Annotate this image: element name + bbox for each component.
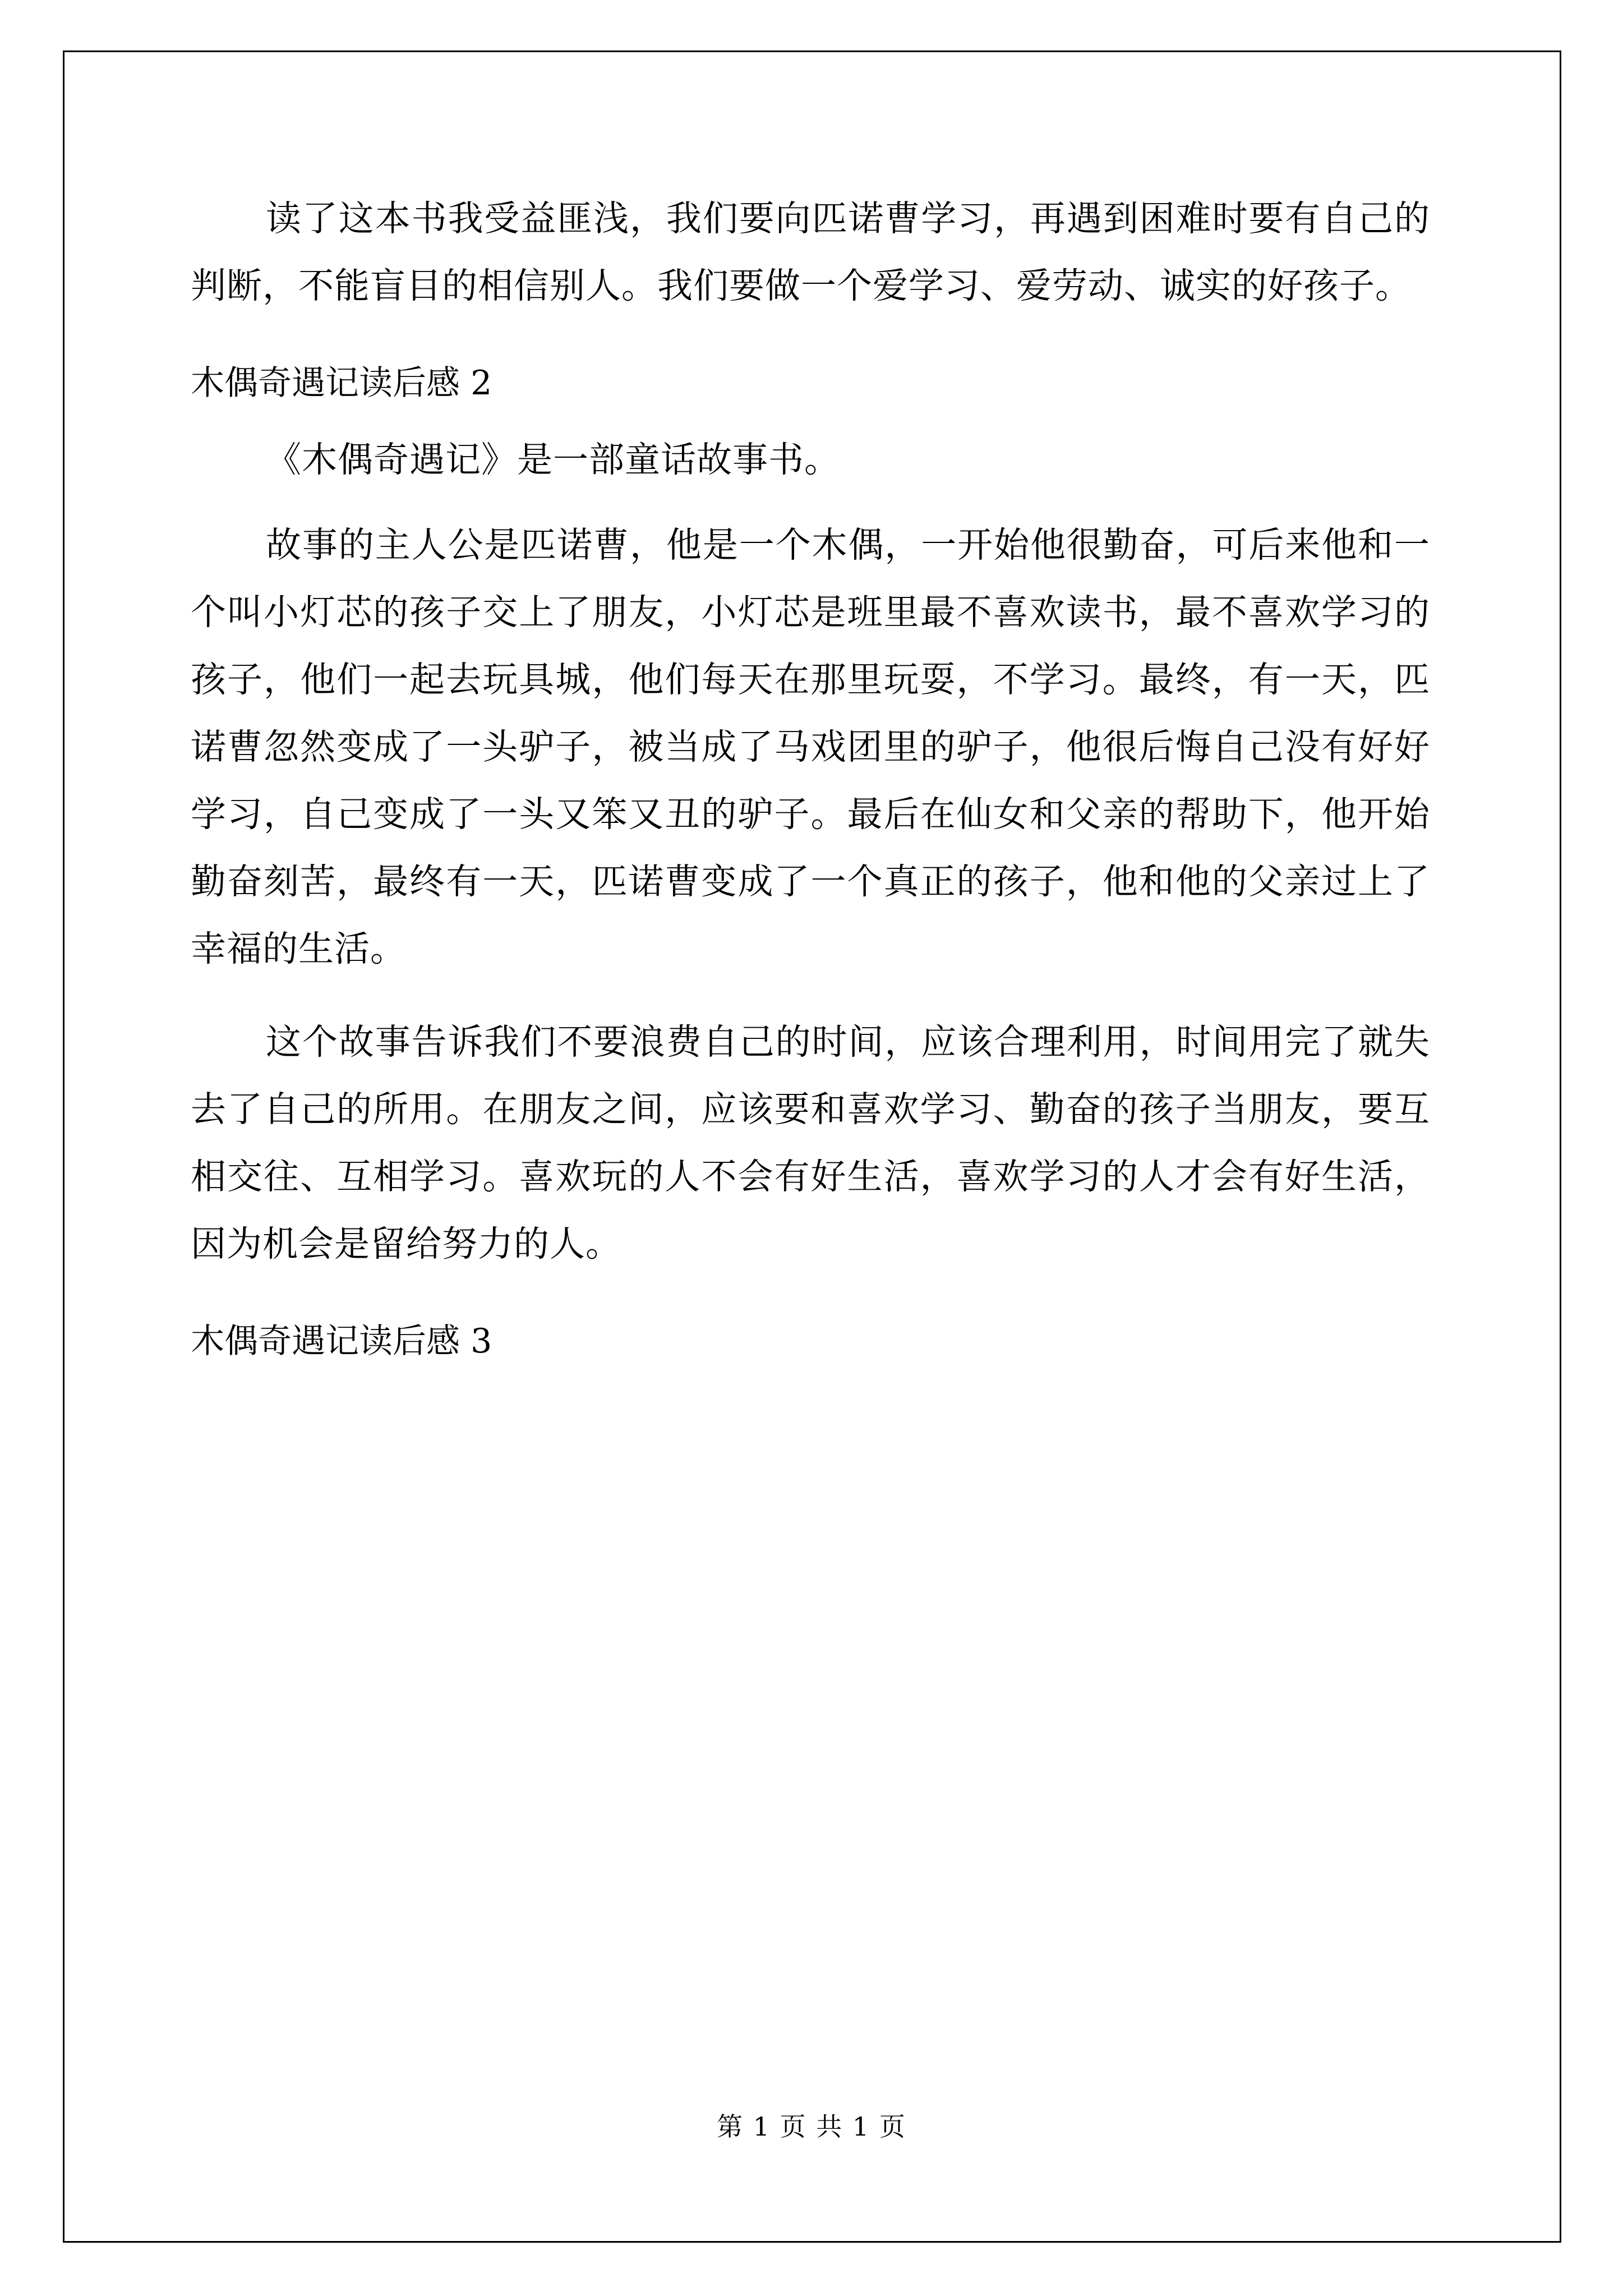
paragraph-2: 《木偶奇遇记》是一部童话故事书。 <box>266 439 840 480</box>
section-heading-2: 木偶奇遇记读后感 2 <box>191 364 492 403</box>
paragraph-spacer <box>191 497 1430 512</box>
paragraph-4: 这个故事告诉我们不要浪费自己的时间，应该合理利用，时间用完了就失去了自己的所用。在朋友之间，应该要和喜欢学习、勤奋的孩子当朋友，要互相交往、互相学习。喜欢玩的人不会有好生活，喜欢学习的人才会有好生活，因为机会是留给努力的人。 <box>191 1022 1430 1264</box>
paragraph-spacer <box>191 323 1430 338</box>
document-content <box>191 185 1430 1384</box>
paragraph-spacer <box>191 986 1430 1009</box>
paragraph-3: 故事的主人公是匹诺曹，他是一个木偶，一开始他很勤奋，可后来他和一个叫小灯芯的孩子交上了朋友，小灯芯是班里最不喜欢读书，最不喜欢学习的孩子，他们一起去玩具城，他们每天在那里玩耍，不学习。最终，有一天，匹诺曹忽然变成了一头驴子，被当成了马戏团里的驴子，他很后悔自己没有好好学习，自己变成了一头又笨又丑的驴子。最后在仙女和父亲的帮助下，他开始勤奋刻苦，最终有一天，匹诺曹变成了一个真正的孩子，他和他的父亲过上了幸福的生活。 <box>191 524 1430 969</box>
paragraph-1: 读了这本书我受益匪浅，我们要向匹诺曹学习，再遇到困难时要有自己的判断，不能盲目的相信别人。我们要做一个爱学习、爱劳动、诚实的好孩子。 <box>191 198 1430 306</box>
page-footer: 第 1 页 共 1 页 <box>717 2111 906 2142</box>
paragraph-spacer <box>191 1281 1430 1296</box>
section-heading-3: 木偶奇遇记读后感 3 <box>191 1322 492 1361</box>
